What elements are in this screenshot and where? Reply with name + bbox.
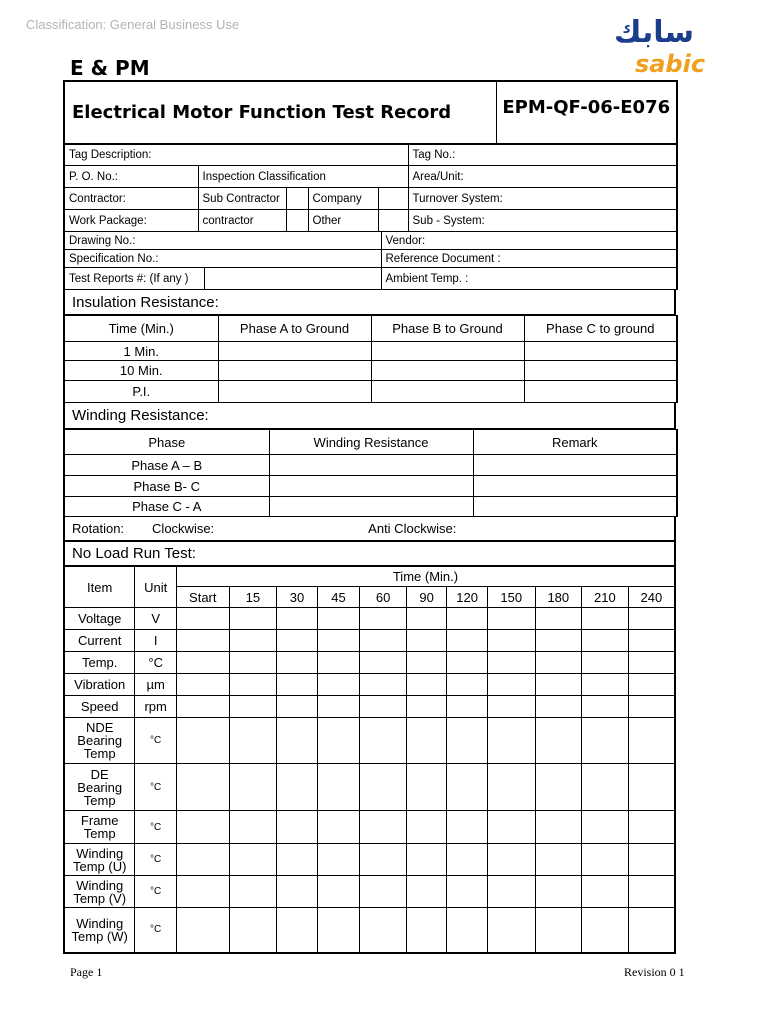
logo-latin-text: sabic	[634, 50, 706, 78]
reading-cell[interactable]	[487, 876, 535, 908]
insulation-header-time: Time (Min.)	[64, 316, 218, 342]
reading-cell[interactable]	[229, 876, 277, 908]
reading-cell[interactable]	[582, 630, 629, 652]
row-item-label: Winding Temp (U)	[64, 844, 135, 876]
reading-cell[interactable]	[317, 811, 360, 844]
reading-cell[interactable]	[447, 876, 488, 908]
row-item-label: Frame Temp	[64, 811, 135, 844]
reading-cell[interactable]	[229, 764, 277, 811]
reading-cell[interactable]	[277, 718, 318, 764]
reading-cell[interactable]	[447, 764, 488, 811]
time-header-cell: 15	[229, 587, 277, 608]
reading-cell[interactable]	[582, 674, 629, 696]
reading-cell[interactable]	[535, 718, 582, 764]
table-row	[64, 630, 675, 652]
logo-arabic-text: سابك	[614, 15, 694, 50]
contractor-checkbox[interactable]	[286, 210, 308, 232]
reading-cell[interactable]	[487, 652, 535, 674]
row-unit-label: °C	[135, 652, 177, 674]
reading-cell[interactable]	[360, 652, 407, 674]
reading-cell[interactable]	[447, 908, 488, 953]
reading-cell[interactable]	[406, 764, 447, 811]
winding-heading: Winding Resistance:	[63, 402, 676, 429]
work-package-field[interactable]: Work Package:	[64, 210, 198, 232]
reading-cell[interactable]	[176, 876, 229, 908]
row-unit-label: °C	[135, 908, 177, 953]
insulation-cell[interactable]	[524, 361, 677, 381]
row-unit-label: °C	[135, 844, 177, 876]
reading-cell[interactable]	[360, 696, 407, 718]
insulation-header-phase-c: Phase C to ground	[524, 316, 677, 342]
insulation-cell[interactable]	[218, 342, 371, 361]
table-row	[64, 764, 675, 811]
reading-cell[interactable]	[628, 696, 675, 718]
row-item-label: Voltage	[64, 608, 135, 630]
reading-cell[interactable]	[628, 811, 675, 844]
reading-cell[interactable]	[176, 608, 229, 630]
reading-cell[interactable]	[406, 608, 447, 630]
reading-cell[interactable]	[535, 764, 582, 811]
table-row	[64, 608, 675, 630]
reading-cell[interactable]	[176, 674, 229, 696]
form-title: Electrical Motor Function Test Record	[64, 81, 496, 144]
time-header-cell: 45	[317, 587, 360, 608]
reading-cell[interactable]	[535, 908, 582, 953]
reading-cell[interactable]	[628, 608, 675, 630]
reading-cell[interactable]	[317, 652, 360, 674]
tag-description-field[interactable]: Tag Description:	[64, 144, 408, 166]
row-unit-label: µm	[135, 674, 177, 696]
insulation-cell[interactable]	[524, 381, 677, 403]
table-row	[64, 718, 675, 764]
table-row	[64, 908, 675, 953]
row-item-label: Current	[64, 630, 135, 652]
time-header-cell: 60	[360, 587, 407, 608]
reading-cell[interactable]	[447, 630, 488, 652]
reading-cell[interactable]	[487, 764, 535, 811]
reading-cell[interactable]	[360, 764, 407, 811]
reading-cell[interactable]	[176, 718, 229, 764]
row-item-label: Temp.	[64, 652, 135, 674]
winding-cell[interactable]	[269, 497, 473, 517]
other-label: Other	[308, 210, 378, 232]
reading-cell[interactable]	[176, 630, 229, 652]
table-row	[64, 811, 675, 844]
reading-cell[interactable]	[360, 811, 407, 844]
clockwise-option[interactable]: Clockwise:	[152, 521, 215, 536]
reading-cell[interactable]	[535, 674, 582, 696]
reading-cell[interactable]	[535, 876, 582, 908]
reading-cell[interactable]	[229, 608, 277, 630]
reading-cell[interactable]	[628, 908, 675, 953]
table-row	[64, 844, 675, 876]
reading-cell[interactable]	[535, 844, 582, 876]
table-row	[64, 652, 675, 674]
anti-clockwise-option[interactable]: Anti Clockwise:	[368, 521, 457, 536]
test-reports-label: Test Reports #: (If any )	[64, 268, 204, 290]
reading-cell[interactable]	[176, 844, 229, 876]
reading-cell[interactable]	[447, 844, 488, 876]
reading-cell[interactable]	[360, 674, 407, 696]
reading-cell[interactable]	[628, 674, 675, 696]
reading-cell[interactable]	[229, 718, 277, 764]
po-no-field[interactable]: P. O. No.:	[64, 166, 198, 188]
time-header-cell: 180	[535, 587, 582, 608]
winding-cell[interactable]	[473, 476, 677, 497]
reading-cell[interactable]	[447, 696, 488, 718]
winding-table	[63, 429, 678, 517]
row-unit-label: V	[135, 608, 177, 630]
winding-cell[interactable]	[269, 455, 473, 476]
row-unit-label: rpm	[135, 696, 177, 718]
winding-header-remark: Remark	[473, 430, 677, 455]
reading-cell[interactable]	[628, 764, 675, 811]
time-header-cell: 90	[406, 587, 447, 608]
reading-cell[interactable]	[487, 718, 535, 764]
reading-cell[interactable]	[487, 608, 535, 630]
insulation-header-phase-a: Phase A to Ground	[218, 316, 371, 342]
reading-cell[interactable]	[406, 674, 447, 696]
sub-contractor-checkbox[interactable]	[286, 188, 308, 210]
reading-cell[interactable]	[229, 696, 277, 718]
reading-cell[interactable]	[487, 844, 535, 876]
reading-cell[interactable]	[487, 908, 535, 953]
revision-label: Revision 0 1	[624, 965, 685, 979]
reading-cell[interactable]	[628, 844, 675, 876]
reading-cell[interactable]	[487, 811, 535, 844]
reading-cell[interactable]	[406, 718, 447, 764]
row-item-label: Winding Temp (W)	[64, 908, 135, 953]
reading-cell[interactable]	[360, 844, 407, 876]
reading-cell[interactable]	[406, 876, 447, 908]
reading-cell[interactable]	[582, 844, 629, 876]
reading-cell[interactable]	[628, 718, 675, 764]
reading-cell[interactable]	[406, 844, 447, 876]
row-unit-label: I	[135, 630, 177, 652]
reading-cell[interactable]	[317, 630, 360, 652]
reading-cell[interactable]	[582, 876, 629, 908]
other-checkbox[interactable]	[378, 210, 408, 232]
reading-cell[interactable]	[317, 674, 360, 696]
insulation-row-label: 1 Min.	[64, 342, 218, 361]
insulation-table	[63, 315, 678, 403]
reading-cell[interactable]	[317, 696, 360, 718]
winding-row-label: Phase A – B	[64, 455, 269, 476]
vendor-field[interactable]: Vendor:	[381, 232, 677, 250]
insulation-cell[interactable]	[371, 342, 524, 361]
contractor-field[interactable]: Contractor:	[64, 188, 198, 210]
time-header-cell: 240	[628, 587, 675, 608]
reading-cell[interactable]	[229, 630, 277, 652]
no-load-header-unit: Unit	[135, 567, 177, 608]
reading-cell[interactable]	[582, 811, 629, 844]
reading-cell[interactable]	[447, 811, 488, 844]
reading-cell[interactable]	[582, 764, 629, 811]
reference-document-field[interactable]: Reference Document :	[381, 250, 677, 268]
winding-row-label: Phase C - A	[64, 497, 269, 517]
reading-cell[interactable]	[277, 696, 318, 718]
reading-cell[interactable]	[535, 608, 582, 630]
turnover-system-field[interactable]: Turnover System:	[408, 188, 677, 210]
time-header-cell: 120	[447, 587, 488, 608]
reading-cell[interactable]	[360, 608, 407, 630]
reading-cell[interactable]	[176, 764, 229, 811]
title-block	[63, 80, 678, 145]
info-table-top	[63, 143, 678, 232]
reading-cell[interactable]	[582, 718, 629, 764]
row-unit-label: °C	[135, 764, 177, 811]
reading-cell[interactable]	[176, 652, 229, 674]
reading-cell[interactable]	[277, 876, 318, 908]
table-row	[64, 876, 675, 908]
reading-cell[interactable]	[277, 844, 318, 876]
table-row	[64, 696, 675, 718]
test-reports-field[interactable]	[204, 268, 381, 290]
row-item-label: Speed	[64, 696, 135, 718]
rotation-row	[63, 516, 676, 541]
winding-cell[interactable]	[473, 455, 677, 476]
no-load-heading: No Load Run Test:	[63, 541, 676, 566]
reading-cell[interactable]	[582, 652, 629, 674]
reading-cell[interactable]	[406, 652, 447, 674]
drawing-no-field[interactable]: Drawing No.:	[64, 232, 381, 250]
reading-cell[interactable]	[447, 674, 488, 696]
reading-cell[interactable]	[406, 696, 447, 718]
reading-cell[interactable]	[277, 674, 318, 696]
time-header-cell: 210	[582, 587, 629, 608]
info-table-bottom	[63, 231, 678, 290]
reading-cell[interactable]	[229, 811, 277, 844]
reading-cell[interactable]	[317, 908, 360, 953]
sabic-logo	[594, 8, 714, 78]
insulation-cell[interactable]	[524, 342, 677, 361]
reading-cell[interactable]	[277, 652, 318, 674]
reading-cell[interactable]	[628, 876, 675, 908]
reading-cell[interactable]	[360, 718, 407, 764]
reading-cell[interactable]	[229, 908, 277, 953]
row-unit-label: °C	[135, 718, 177, 764]
insulation-cell[interactable]	[371, 381, 524, 403]
winding-row-label: Phase B- C	[64, 476, 269, 497]
reading-cell[interactable]	[406, 908, 447, 953]
reading-cell[interactable]	[277, 811, 318, 844]
reading-cell[interactable]	[277, 908, 318, 953]
row-item-label: Vibration	[64, 674, 135, 696]
reading-cell[interactable]	[535, 811, 582, 844]
reading-cell[interactable]	[360, 908, 407, 953]
insulation-row-label: 10 Min.	[64, 361, 218, 381]
specification-no-field[interactable]: Specification No.:	[64, 250, 381, 268]
classification-label: Classification: General Business Use	[26, 17, 240, 32]
reading-cell[interactable]	[229, 844, 277, 876]
reading-cell[interactable]	[487, 696, 535, 718]
winding-cell[interactable]	[269, 476, 473, 497]
reading-cell[interactable]	[277, 630, 318, 652]
reading-cell[interactable]	[487, 674, 535, 696]
row-item-label: Winding Temp (V)	[64, 876, 135, 908]
insulation-cell[interactable]	[371, 361, 524, 381]
contractor-label: contractor	[198, 210, 286, 232]
table-row	[64, 674, 675, 696]
insulation-row-label: P.I.	[64, 381, 218, 403]
reading-cell[interactable]	[176, 811, 229, 844]
winding-cell[interactable]	[473, 497, 677, 517]
reading-cell[interactable]	[447, 608, 488, 630]
inspection-classification-field[interactable]: Inspection Classification	[198, 166, 408, 188]
insulation-heading: Insulation Resistance:	[63, 289, 676, 315]
ambient-temp-field[interactable]: Ambient Temp. :	[381, 268, 677, 290]
time-header-cell: 30	[277, 587, 318, 608]
reading-cell[interactable]	[447, 718, 488, 764]
winding-header-phase: Phase	[64, 430, 269, 455]
reading-cell[interactable]	[628, 630, 675, 652]
reading-cell[interactable]	[582, 908, 629, 953]
reading-cell[interactable]	[447, 652, 488, 674]
reading-cell[interactable]	[176, 696, 229, 718]
row-unit-label: °C	[135, 876, 177, 908]
tag-no-field[interactable]: Tag No.:	[408, 144, 677, 166]
reading-cell[interactable]	[229, 652, 277, 674]
reading-cell[interactable]	[582, 608, 629, 630]
company-label: Company	[308, 188, 378, 210]
winding-header-resistance: Winding Resistance	[269, 430, 473, 455]
reading-cell[interactable]	[535, 696, 582, 718]
time-header-cell: 150	[487, 587, 535, 608]
sub-system-field[interactable]: Sub - System:	[408, 210, 677, 232]
reading-cell[interactable]	[277, 608, 318, 630]
row-unit-label: °C	[135, 811, 177, 844]
area-unit-field[interactable]: Area/Unit:	[408, 166, 677, 188]
reading-cell[interactable]	[628, 652, 675, 674]
row-item-label: DE Bearing Temp	[64, 764, 135, 811]
reading-cell[interactable]	[360, 630, 407, 652]
document-number: EPM-QF-06-E076	[496, 81, 677, 144]
reading-cell[interactable]	[317, 844, 360, 876]
reading-cell[interactable]	[406, 630, 447, 652]
reading-cell[interactable]	[176, 908, 229, 953]
reading-cell[interactable]	[277, 764, 318, 811]
reading-cell[interactable]	[317, 608, 360, 630]
no-load-header-item: Item	[64, 567, 135, 608]
reading-cell[interactable]	[487, 630, 535, 652]
page-number: Page 1	[70, 965, 103, 979]
reading-cell[interactable]	[229, 674, 277, 696]
reading-cell[interactable]	[360, 876, 407, 908]
reading-cell[interactable]	[406, 811, 447, 844]
row-item-label: NDE Bearing Temp	[64, 718, 135, 764]
insulation-header-phase-b: Phase B to Ground	[371, 316, 524, 342]
insulation-cell[interactable]	[218, 361, 371, 381]
insulation-cell[interactable]	[218, 381, 371, 403]
reading-cell[interactable]	[535, 652, 582, 674]
no-load-header-time: Time (Min.)	[176, 567, 675, 587]
reading-cell[interactable]	[582, 696, 629, 718]
no-load-table	[63, 566, 676, 954]
sub-contractor-label: Sub Contractor	[198, 188, 286, 210]
reading-cell[interactable]	[317, 764, 360, 811]
rotation-label: Rotation:	[72, 521, 125, 536]
department-title: E & PM	[70, 56, 150, 80]
reading-cell[interactable]	[535, 630, 582, 652]
company-checkbox[interactable]	[378, 188, 408, 210]
time-header-cell: Start	[176, 587, 229, 608]
reading-cell[interactable]	[317, 718, 360, 764]
reading-cell[interactable]	[317, 876, 360, 908]
